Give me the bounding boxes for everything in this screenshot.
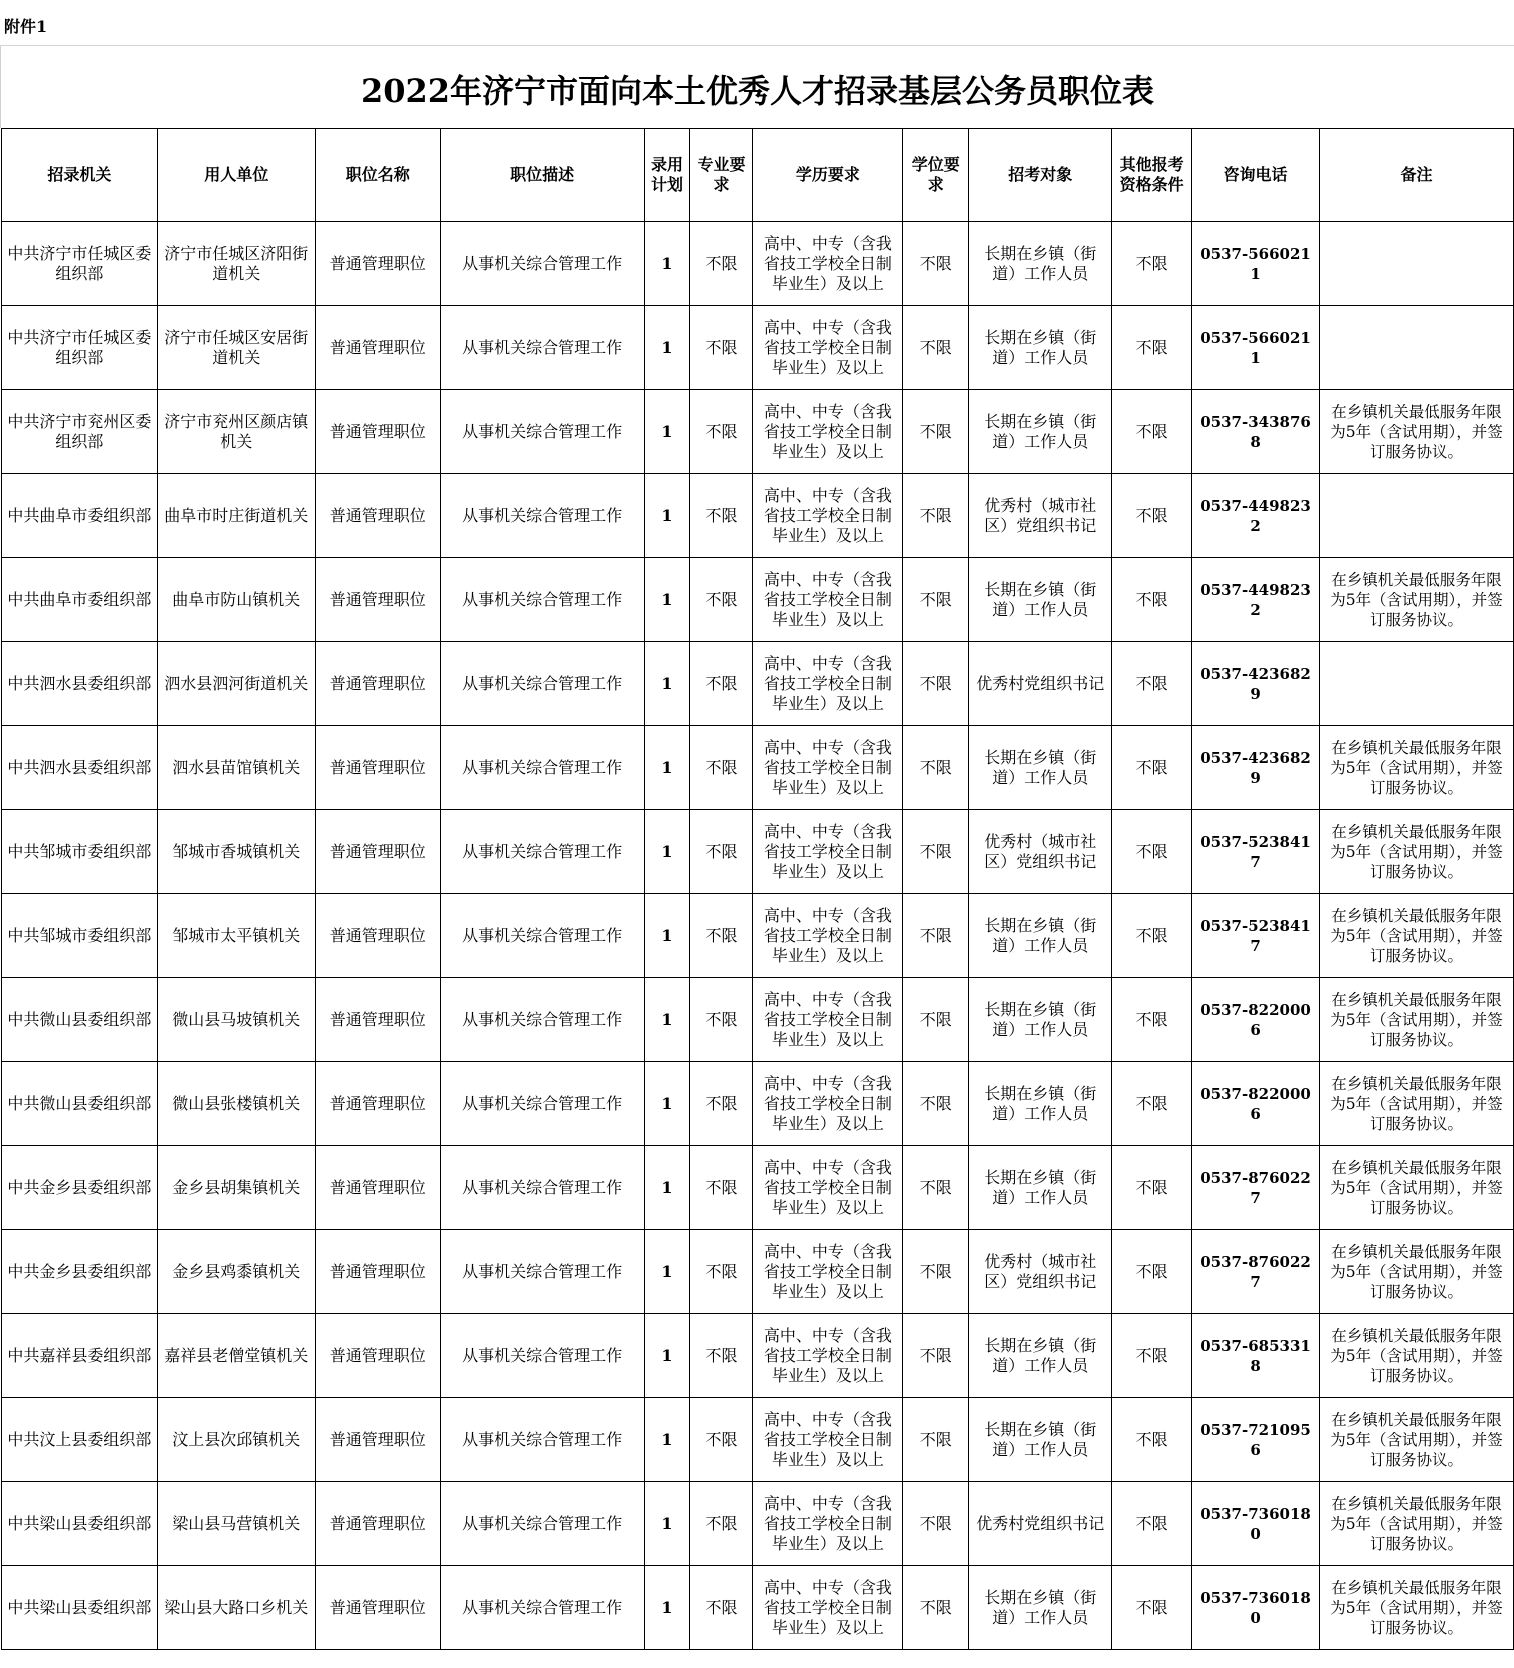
phone-cell: 0537-8760227: [1192, 1230, 1320, 1314]
target-cell: 优秀村党组织书记: [969, 642, 1112, 726]
degree-cell: 不限: [903, 810, 969, 894]
education-cell: 高中、中专（含我省技工学校全日制毕业生）及以上: [753, 642, 903, 726]
agency-cell: 中共曲阜市委组织部: [2, 558, 158, 642]
degree-cell: 不限: [903, 894, 969, 978]
header-other: 其他报考资格条件: [1112, 129, 1192, 222]
note-cell: [1320, 306, 1514, 390]
agency-cell: 中共微山县委组织部: [2, 978, 158, 1062]
major-cell: 不限: [690, 474, 753, 558]
position-cell: 普通管理职位: [315, 1482, 440, 1566]
note-cell: 在乡镇机关最低服务年限为5年（含试用期），并签订服务协议。: [1320, 726, 1514, 810]
position-cell: 普通管理职位: [315, 474, 440, 558]
other-cell: 不限: [1112, 978, 1192, 1062]
target-cell: 长期在乡镇（街道）工作人员: [969, 306, 1112, 390]
agency-cell: 中共微山县委组织部: [2, 1062, 158, 1146]
target-cell: 优秀村（城市社区）党组织书记: [969, 1230, 1112, 1314]
plan-cell: 1: [644, 1146, 690, 1230]
other-cell: 不限: [1112, 1482, 1192, 1566]
education-cell: 高中、中专（含我省技工学校全日制毕业生）及以上: [753, 222, 903, 306]
education-cell: 高中、中专（含我省技工学校全日制毕业生）及以上: [753, 894, 903, 978]
education-cell: 高中、中专（含我省技工学校全日制毕业生）及以上: [753, 726, 903, 810]
note-cell: 在乡镇机关最低服务年限为5年（含试用期），并签订服务协议。: [1320, 1398, 1514, 1482]
description-cell: 从事机关综合管理工作: [440, 978, 644, 1062]
education-cell: 高中、中专（含我省技工学校全日制毕业生）及以上: [753, 306, 903, 390]
note-cell: 在乡镇机关最低服务年限为5年（含试用期），并签订服务协议。: [1320, 390, 1514, 474]
header-plan: 录用计划: [644, 129, 690, 222]
degree-cell: 不限: [903, 1230, 969, 1314]
position-cell: 普通管理职位: [315, 558, 440, 642]
major-cell: 不限: [690, 1566, 753, 1650]
phone-cell: 0537-8220006: [1192, 1062, 1320, 1146]
major-cell: 不限: [690, 1398, 753, 1482]
degree-cell: 不限: [903, 474, 969, 558]
table-row: [2, 1230, 1514, 1314]
other-cell: 不限: [1112, 474, 1192, 558]
note-cell: 在乡镇机关最低服务年限为5年（含试用期），并签订服务协议。: [1320, 1566, 1514, 1650]
phone-cell: 0537-8220006: [1192, 978, 1320, 1062]
agency-cell: 中共嘉祥县委组织部: [2, 1314, 158, 1398]
unit-cell: 曲阜市时庄街道机关: [157, 474, 315, 558]
education-cell: 高中、中专（含我省技工学校全日制毕业生）及以上: [753, 1314, 903, 1398]
agency-cell: 中共济宁市兖州区委组织部: [2, 390, 158, 474]
description-cell: 从事机关综合管理工作: [440, 1398, 644, 1482]
table-row: [2, 1146, 1514, 1230]
description-cell: 从事机关综合管理工作: [440, 1314, 644, 1398]
phone-cell: 0537-7210956: [1192, 1398, 1320, 1482]
plan-cell: 1: [644, 726, 690, 810]
education-cell: 高中、中专（含我省技工学校全日制毕业生）及以上: [753, 1146, 903, 1230]
agency-cell: 中共泗水县委组织部: [2, 726, 158, 810]
plan-cell: 1: [644, 810, 690, 894]
other-cell: 不限: [1112, 810, 1192, 894]
position-cell: 普通管理职位: [315, 390, 440, 474]
degree-cell: 不限: [903, 1146, 969, 1230]
degree-cell: 不限: [903, 222, 969, 306]
table-row: [2, 222, 1514, 306]
other-cell: 不限: [1112, 1314, 1192, 1398]
position-cell: 普通管理职位: [315, 978, 440, 1062]
position-cell: 普通管理职位: [315, 1566, 440, 1650]
other-cell: 不限: [1112, 1062, 1192, 1146]
major-cell: 不限: [690, 1062, 753, 1146]
target-cell: 优秀村党组织书记: [969, 1482, 1112, 1566]
unit-cell: 泗水县泗河街道机关: [157, 642, 315, 726]
position-cell: 普通管理职位: [315, 1146, 440, 1230]
description-cell: 从事机关综合管理工作: [440, 306, 644, 390]
header-phone: 咨询电话: [1192, 129, 1320, 222]
target-cell: 长期在乡镇（街道）工作人员: [969, 1314, 1112, 1398]
phone-cell: 0537-4498232: [1192, 558, 1320, 642]
unit-cell: 金乡县胡集镇机关: [157, 1146, 315, 1230]
header-position: 职位名称: [315, 129, 440, 222]
table-body: [2, 222, 1514, 1650]
education-cell: 高中、中专（含我省技工学校全日制毕业生）及以上: [753, 1566, 903, 1650]
table-row: [2, 894, 1514, 978]
agency-cell: 中共济宁市任城区委组织部: [2, 222, 158, 306]
phone-cell: 0537-5660211: [1192, 306, 1320, 390]
other-cell: 不限: [1112, 558, 1192, 642]
description-cell: 从事机关综合管理工作: [440, 390, 644, 474]
table-row: [2, 726, 1514, 810]
description-cell: 从事机关综合管理工作: [440, 810, 644, 894]
position-cell: 普通管理职位: [315, 642, 440, 726]
major-cell: 不限: [690, 1230, 753, 1314]
header-major: 专业要求: [690, 129, 753, 222]
major-cell: 不限: [690, 1482, 753, 1566]
education-cell: 高中、中专（含我省技工学校全日制毕业生）及以上: [753, 978, 903, 1062]
unit-cell: 济宁市任城区安居街道机关: [157, 306, 315, 390]
degree-cell: 不限: [903, 1566, 969, 1650]
title-bar: [0, 46, 1514, 128]
description-cell: 从事机关综合管理工作: [440, 1146, 644, 1230]
table-row: [2, 1314, 1514, 1398]
note-cell: 在乡镇机关最低服务年限为5年（含试用期），并签订服务协议。: [1320, 1314, 1514, 1398]
major-cell: 不限: [690, 894, 753, 978]
note-cell: 在乡镇机关最低服务年限为5年（含试用期），并签订服务协议。: [1320, 1482, 1514, 1566]
education-cell: 高中、中专（含我省技工学校全日制毕业生）及以上: [753, 558, 903, 642]
major-cell: 不限: [690, 558, 753, 642]
education-cell: 高中、中专（含我省技工学校全日制毕业生）及以上: [753, 390, 903, 474]
phone-cell: 0537-5238417: [1192, 894, 1320, 978]
phone-cell: 0537-7360180: [1192, 1566, 1320, 1650]
degree-cell: 不限: [903, 726, 969, 810]
phone-cell: 0537-5238417: [1192, 810, 1320, 894]
degree-cell: 不限: [903, 558, 969, 642]
table-row: [2, 474, 1514, 558]
degree-cell: 不限: [903, 978, 969, 1062]
target-cell: 长期在乡镇（街道）工作人员: [969, 1146, 1112, 1230]
phone-cell: 0537-6853318: [1192, 1314, 1320, 1398]
header-note: 备注: [1320, 129, 1514, 222]
description-cell: 从事机关综合管理工作: [440, 558, 644, 642]
unit-cell: 邹城市太平镇机关: [157, 894, 315, 978]
agency-cell: 中共邹城市委组织部: [2, 810, 158, 894]
description-cell: 从事机关综合管理工作: [440, 1482, 644, 1566]
table-row: [2, 1062, 1514, 1146]
other-cell: 不限: [1112, 1566, 1192, 1650]
target-cell: 长期在乡镇（街道）工作人员: [969, 222, 1112, 306]
plan-cell: 1: [644, 1062, 690, 1146]
phone-cell: 0537-3438768: [1192, 390, 1320, 474]
unit-cell: 梁山县马营镇机关: [157, 1482, 315, 1566]
note-cell: 在乡镇机关最低服务年限为5年（含试用期），并签订服务协议。: [1320, 1062, 1514, 1146]
description-cell: 从事机关综合管理工作: [440, 1062, 644, 1146]
position-cell: 普通管理职位: [315, 1230, 440, 1314]
other-cell: 不限: [1112, 1398, 1192, 1482]
degree-cell: 不限: [903, 1062, 969, 1146]
description-cell: 从事机关综合管理工作: [440, 1566, 644, 1650]
phone-cell: 0537-8760227: [1192, 1146, 1320, 1230]
major-cell: 不限: [690, 222, 753, 306]
target-cell: 长期在乡镇（街道）工作人员: [969, 726, 1112, 810]
unit-cell: 嘉祥县老僧堂镇机关: [157, 1314, 315, 1398]
education-cell: 高中、中专（含我省技工学校全日制毕业生）及以上: [753, 1482, 903, 1566]
other-cell: 不限: [1112, 306, 1192, 390]
position-cell: 普通管理职位: [315, 222, 440, 306]
header-description: 职位描述: [440, 129, 644, 222]
header-unit: 用人单位: [157, 129, 315, 222]
degree-cell: 不限: [903, 390, 969, 474]
unit-cell: 济宁市兖州区颜店镇机关: [157, 390, 315, 474]
header-target: 招考对象: [969, 129, 1112, 222]
plan-cell: 1: [644, 894, 690, 978]
unit-cell: 金乡县鸡黍镇机关: [157, 1230, 315, 1314]
degree-cell: 不限: [903, 642, 969, 726]
description-cell: 从事机关综合管理工作: [440, 474, 644, 558]
plan-cell: 1: [644, 474, 690, 558]
table-row: [2, 642, 1514, 726]
unit-cell: 梁山县大路口乡机关: [157, 1566, 315, 1650]
target-cell: 优秀村（城市社区）党组织书记: [969, 810, 1112, 894]
note-cell: 在乡镇机关最低服务年限为5年（含试用期），并签订服务协议。: [1320, 1230, 1514, 1314]
target-cell: 长期在乡镇（街道）工作人员: [969, 894, 1112, 978]
education-cell: 高中、中专（含我省技工学校全日制毕业生）及以上: [753, 1062, 903, 1146]
phone-cell: 0537-4498232: [1192, 474, 1320, 558]
other-cell: 不限: [1112, 390, 1192, 474]
header-education: 学历要求: [753, 129, 903, 222]
agency-cell: 中共邹城市委组织部: [2, 894, 158, 978]
position-cell: 普通管理职位: [315, 810, 440, 894]
description-cell: 从事机关综合管理工作: [440, 726, 644, 810]
agency-cell: 中共汶上县委组织部: [2, 1398, 158, 1482]
plan-cell: 1: [644, 642, 690, 726]
plan-cell: 1: [644, 390, 690, 474]
major-cell: 不限: [690, 306, 753, 390]
plan-cell: 1: [644, 1398, 690, 1482]
other-cell: 不限: [1112, 1146, 1192, 1230]
major-cell: 不限: [690, 1314, 753, 1398]
header-row: [2, 129, 1514, 222]
header-agency: 招录机关: [2, 129, 158, 222]
table-row: [2, 306, 1514, 390]
note-cell: 在乡镇机关最低服务年限为5年（含试用期），并签订服务协议。: [1320, 978, 1514, 1062]
plan-cell: 1: [644, 1482, 690, 1566]
phone-cell: 0537-7360180: [1192, 1482, 1320, 1566]
major-cell: 不限: [690, 390, 753, 474]
position-cell: 普通管理职位: [315, 894, 440, 978]
note-cell: 在乡镇机关最低服务年限为5年（含试用期），并签订服务协议。: [1320, 1146, 1514, 1230]
target-cell: 长期在乡镇（街道）工作人员: [969, 978, 1112, 1062]
table-row: [2, 810, 1514, 894]
agency-cell: 中共金乡县委组织部: [2, 1146, 158, 1230]
major-cell: 不限: [690, 810, 753, 894]
table-row: [2, 1566, 1514, 1650]
position-cell: 普通管理职位: [315, 1398, 440, 1482]
education-cell: 高中、中专（含我省技工学校全日制毕业生）及以上: [753, 810, 903, 894]
target-cell: 长期在乡镇（街道）工作人员: [969, 1062, 1112, 1146]
agency-cell: 中共梁山县委组织部: [2, 1482, 158, 1566]
agency-cell: 中共济宁市任城区委组织部: [2, 306, 158, 390]
description-cell: 从事机关综合管理工作: [440, 1230, 644, 1314]
phone-cell: 0537-4236829: [1192, 726, 1320, 810]
target-cell: 长期在乡镇（街道）工作人员: [969, 390, 1112, 474]
page-title: 2022年济宁市面向本土优秀人才招录基层公务员职位表: [360, 72, 1155, 110]
target-cell: 长期在乡镇（街道）工作人员: [969, 1398, 1112, 1482]
plan-cell: 1: [644, 306, 690, 390]
agency-cell: 中共泗水县委组织部: [2, 642, 158, 726]
position-cell: 普通管理职位: [315, 1314, 440, 1398]
table-row: [2, 1398, 1514, 1482]
other-cell: 不限: [1112, 1230, 1192, 1314]
description-cell: 从事机关综合管理工作: [440, 642, 644, 726]
plan-cell: 1: [644, 1230, 690, 1314]
note-cell: 在乡镇机关最低服务年限为5年（含试用期），并签订服务协议。: [1320, 894, 1514, 978]
other-cell: 不限: [1112, 894, 1192, 978]
education-cell: 高中、中专（含我省技工学校全日制毕业生）及以上: [753, 1230, 903, 1314]
education-cell: 高中、中专（含我省技工学校全日制毕业生）及以上: [753, 474, 903, 558]
note-cell: 在乡镇机关最低服务年限为5年（含试用期），并签订服务协议。: [1320, 810, 1514, 894]
plan-cell: 1: [644, 1314, 690, 1398]
plan-cell: 1: [644, 1566, 690, 1650]
unit-cell: 汶上县次邱镇机关: [157, 1398, 315, 1482]
table-row: [2, 978, 1514, 1062]
degree-cell: 不限: [903, 1398, 969, 1482]
description-cell: 从事机关综合管理工作: [440, 222, 644, 306]
note-cell: 在乡镇机关最低服务年限为5年（含试用期），并签订服务协议。: [1320, 558, 1514, 642]
unit-cell: 泗水县苗馆镇机关: [157, 726, 315, 810]
position-cell: 普通管理职位: [315, 726, 440, 810]
other-cell: 不限: [1112, 222, 1192, 306]
unit-cell: 微山县张楼镇机关: [157, 1062, 315, 1146]
header-degree: 学位要求: [903, 129, 969, 222]
attachment-label: 附件1: [4, 17, 48, 36]
note-cell: [1320, 642, 1514, 726]
major-cell: 不限: [690, 726, 753, 810]
plan-cell: 1: [644, 558, 690, 642]
unit-cell: 微山县马坡镇机关: [157, 978, 315, 1062]
table-row: [2, 1482, 1514, 1566]
note-cell: [1320, 474, 1514, 558]
agency-cell: 中共梁山县委组织部: [2, 1566, 158, 1650]
degree-cell: 不限: [903, 1314, 969, 1398]
major-cell: 不限: [690, 642, 753, 726]
plan-cell: 1: [644, 222, 690, 306]
note-cell: [1320, 222, 1514, 306]
table-row: [2, 390, 1514, 474]
target-cell: 优秀村（城市社区）党组织书记: [969, 474, 1112, 558]
education-cell: 高中、中专（含我省技工学校全日制毕业生）及以上: [753, 1398, 903, 1482]
other-cell: 不限: [1112, 642, 1192, 726]
agency-cell: 中共曲阜市委组织部: [2, 474, 158, 558]
table-row: [2, 558, 1514, 642]
target-cell: 长期在乡镇（街道）工作人员: [969, 558, 1112, 642]
agency-cell: 中共金乡县委组织部: [2, 1230, 158, 1314]
unit-cell: 邹城市香城镇机关: [157, 810, 315, 894]
other-cell: 不限: [1112, 726, 1192, 810]
positions-table: [1, 128, 1514, 1650]
target-cell: 长期在乡镇（街道）工作人员: [969, 1566, 1112, 1650]
plan-cell: 1: [644, 978, 690, 1062]
position-cell: 普通管理职位: [315, 306, 440, 390]
phone-cell: 0537-4236829: [1192, 642, 1320, 726]
position-cell: 普通管理职位: [315, 1062, 440, 1146]
unit-cell: 济宁市任城区济阳街道机关: [157, 222, 315, 306]
major-cell: 不限: [690, 1146, 753, 1230]
attachment-bar: [0, 0, 1514, 46]
unit-cell: 曲阜市防山镇机关: [157, 558, 315, 642]
degree-cell: 不限: [903, 306, 969, 390]
description-cell: 从事机关综合管理工作: [440, 894, 644, 978]
degree-cell: 不限: [903, 1482, 969, 1566]
major-cell: 不限: [690, 978, 753, 1062]
phone-cell: 0537-5660211: [1192, 222, 1320, 306]
